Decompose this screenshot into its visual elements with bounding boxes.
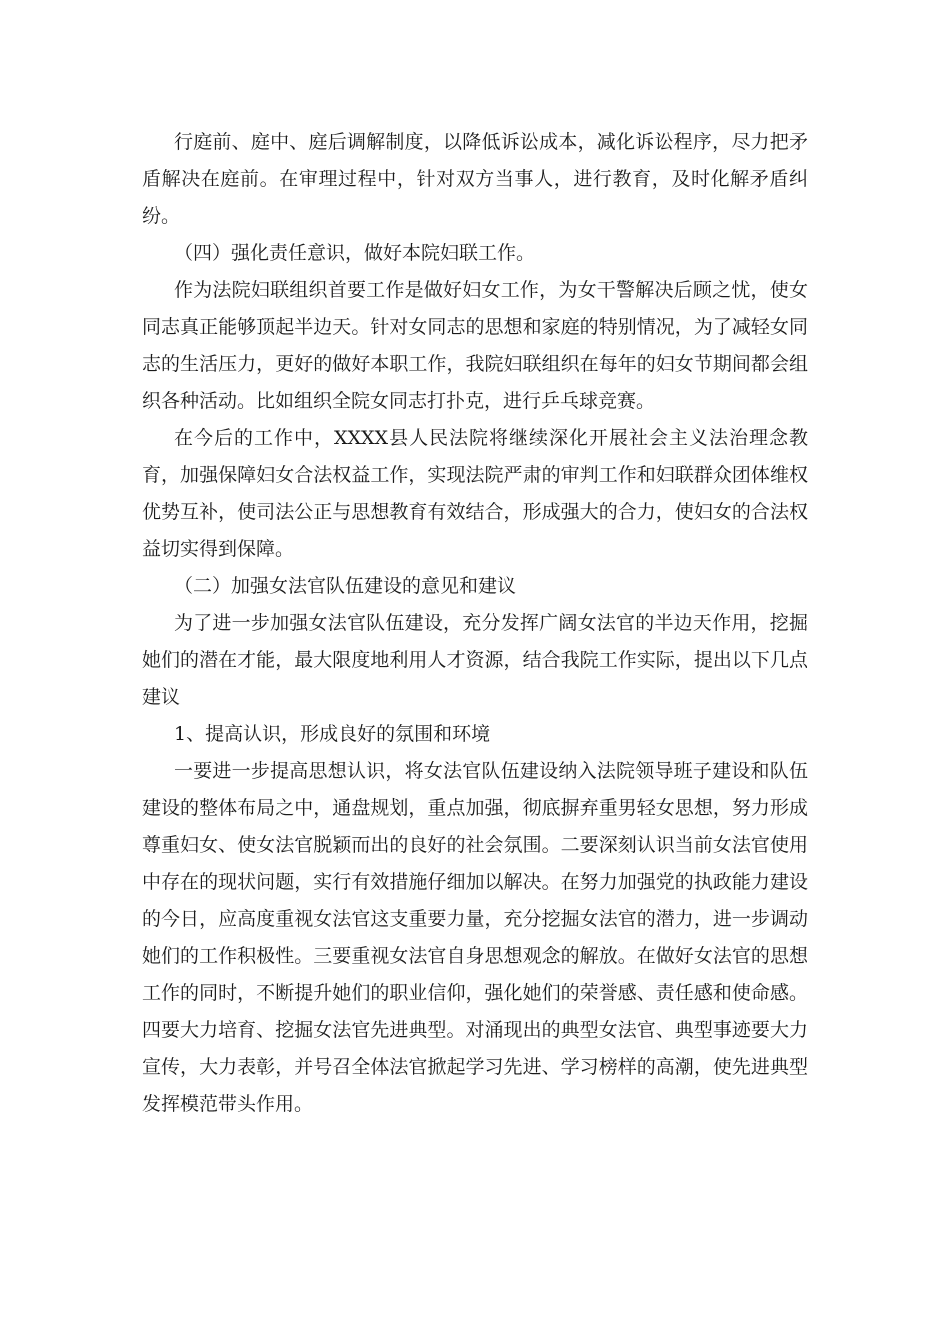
paragraph-suggestions-intro: 为了进一步加强女法官队伍建设，充分发挥广阔女法官的半边天作用，挖掘她们的潜在才能，最大限度地利用人才资源，结合我院工作实际，提出以下几点建议	[142, 612, 808, 708]
paragraph-future-work: 在今后的工作中，XXXX县人民法院将继续深化开展社会主义法治理念教育，加强保障妇女合法权益工作，实现法院严肃的审判工作和妇联群众团体维权优势互补，使司法公正与思想教育有效结合，形成强大的合力，使妇女的合法权益切实得到保障。	[142, 427, 808, 560]
paragraph-mediation: 行庭前、庭中、庭后调解制度，以降低诉讼成本，减化诉讼程序，尽力把矛盾解决在庭前。在审理过程中，针对双方当事人，进行教育，及时化解矛盾纠纷。	[142, 131, 808, 227]
section-heading-womens-federation: （四）强化责任意识，做好本院妇联工作。	[174, 242, 536, 264]
subheading-awareness: 1、提高认识，形成良好的氛围和环境	[174, 723, 491, 745]
document-body	[142, 124, 808, 1123]
paragraph-awareness-detail: 一要进一步提高思想认识，将女法官队伍建设纳入法院领导班子建设和队伍建设的整体布局之中，通盘规划，重点加强，彻底摒弃重男轻女思想，努力形成尊重妇女、使女法官脱颖而出的良好的社会氛围。二要深刻认识当前女法官使用中存在的现状问题，实行有效措施仔细加以解决。在努力加强党的执政能力建设的今日，应高度重视女法官这支重要力量，充分挖掘女法官的潜力，进一步调动她们的工作积极性。三要重视女法官自身思想观念的解放。在做好女法官的思想工作的同时，不断提升她们的职业信仰，强化她们的荣誉感、责任感和使命感。四要大力培育、挖掘女法官先进典型。对涌现出的典型女法官、典型事迹要大力宣传，大力表彰，并号召全体法官掀起学习先进、学习榜样的高潮，使先进典型发挥模范带头作用。	[142, 760, 808, 1115]
section-heading-suggestions: （二）加强女法官队伍建设的意见和建议	[174, 575, 517, 597]
paragraph-womens-work: 作为法院妇联组织首要工作是做好妇女工作，为女干警解决后顾之忧，使女同志真正能够顶起半边天。针对女同志的思想和家庭的特别情况，为了减轻女同志的生活压力，更好的做好本职工作，我院妇联组织在每年的妇女节期间都会组织各种活动。比如组织全院女同志打扑克，进行乒乓球竞赛。	[142, 279, 808, 412]
